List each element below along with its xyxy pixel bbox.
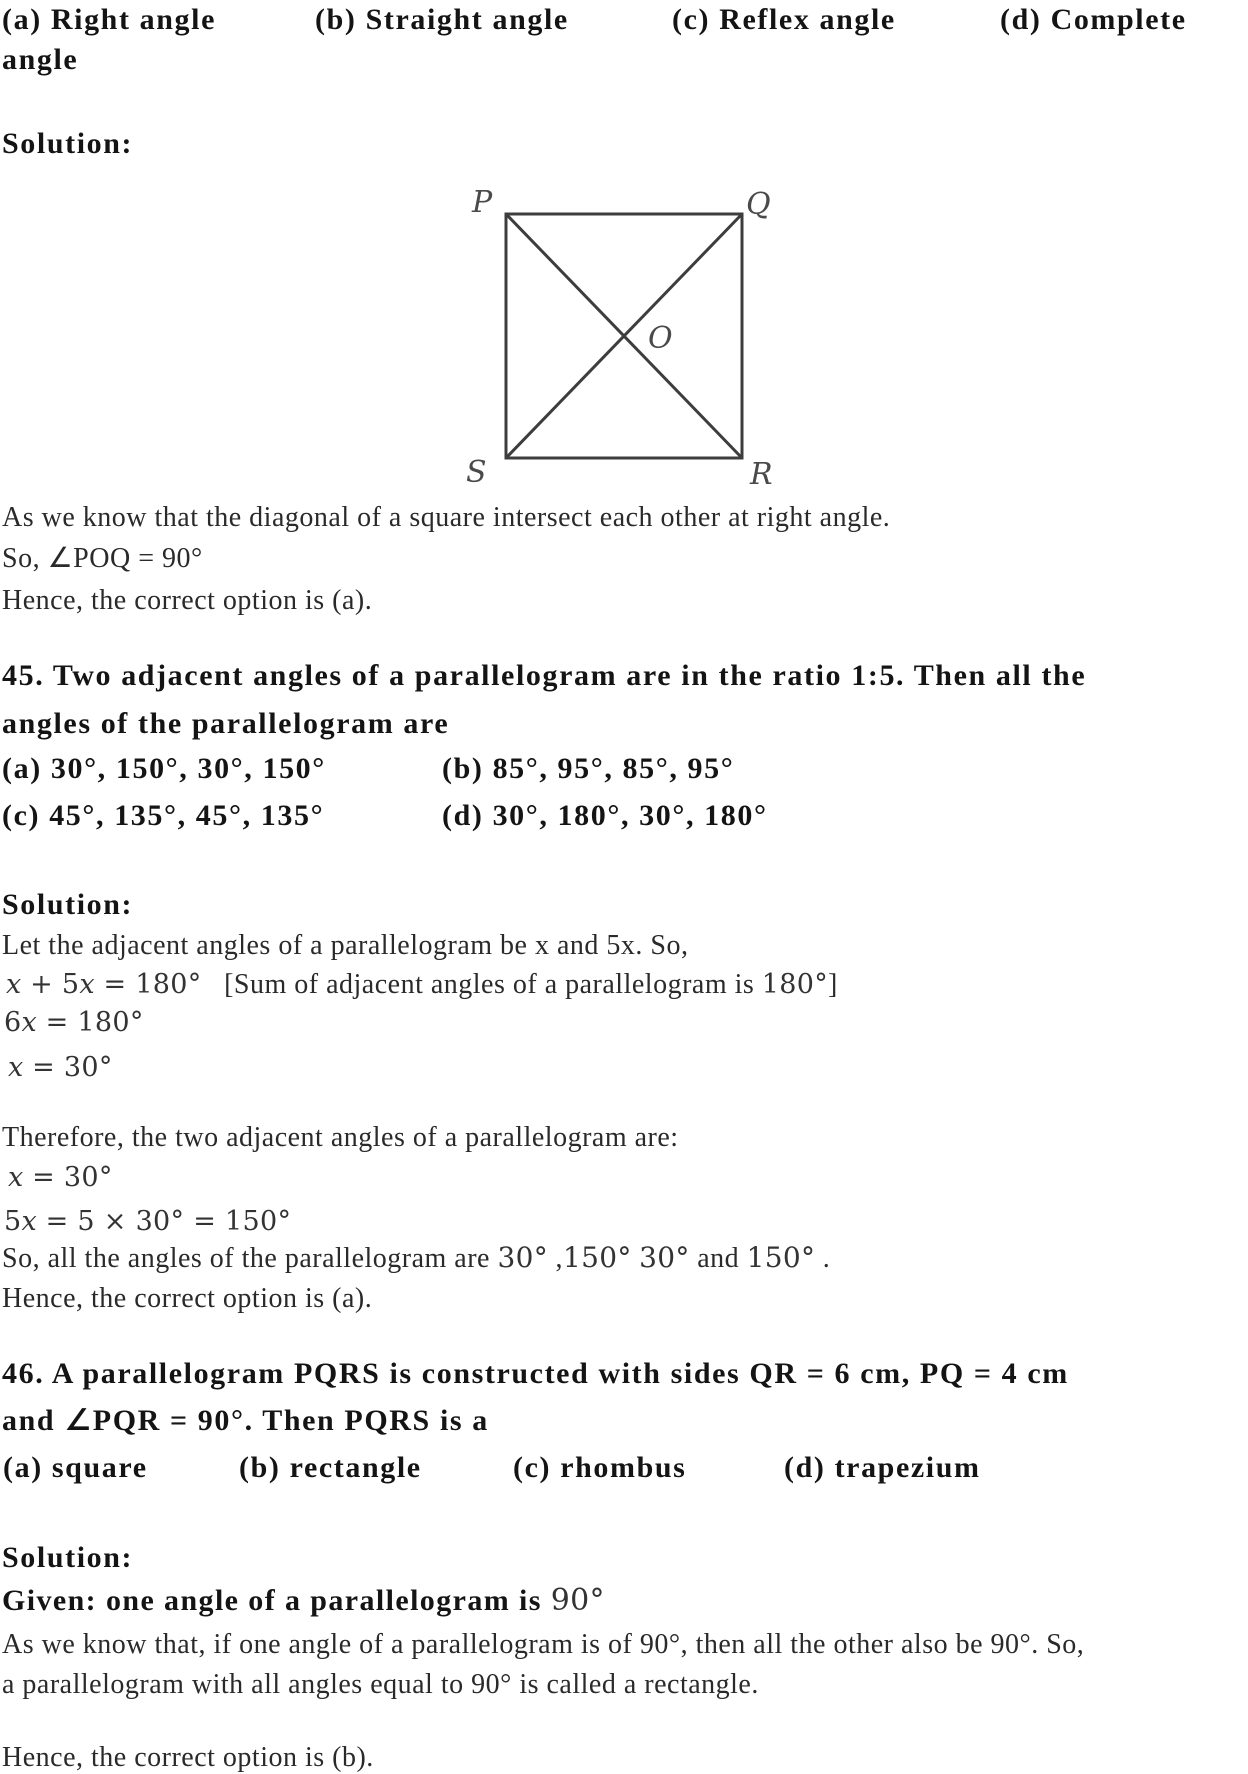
- vertex-label-r: R: [750, 457, 773, 492]
- q46-option-b: (b) rectangle: [239, 1451, 422, 1484]
- center-label-o: O: [648, 321, 673, 356]
- solution-44-heading: Solution:: [2, 127, 134, 160]
- q45-option-d: (d) 30°, 180°, 30°, 180°: [442, 799, 768, 832]
- figure-square-pqrs: [420, 172, 820, 492]
- solution-45-intro: Let the adjacent angles of a parallelogram be x and 5x. So,: [2, 930, 689, 961]
- equation-x-30: x = 30°: [8, 1052, 113, 1083]
- solution-46-line-1: As we know that, if one angle of a parallelogram is of 90°, then all the other also be 90°. So,: [2, 1629, 1085, 1660]
- solution-45-heading: Solution:: [2, 888, 134, 921]
- question-45-line-1: 45. Two adjacent angles of a parallelogram are in the ratio 1:5. Then all the: [2, 659, 1087, 692]
- solution-44-line-1: As we know that the diagonal of a square intersect each other at right angle.: [2, 502, 891, 533]
- q45-option-c: (c) 45°, 135°, 45°, 135°: [2, 799, 325, 832]
- q46-option-c: (c) rhombus: [513, 1451, 687, 1484]
- solution-44-line-2: So, ∠POQ = 90°: [2, 543, 203, 574]
- q46-option-a: (a) square: [3, 1451, 148, 1484]
- solution-45-therefore: Therefore, the two adjacent angles of a parallelogram are:: [2, 1122, 679, 1153]
- equation-5x-150: 5x = 5 × 30° = 150°: [4, 1206, 292, 1237]
- q45-option-a: (a) 30°, 150°, 30°, 150°: [2, 752, 326, 785]
- solution-45-hence: Hence, the correct option is (a).: [2, 1283, 373, 1314]
- q45-option-b: (b) 85°, 95°, 85°, 95°: [442, 752, 735, 785]
- q46-option-d: (d) trapezium: [784, 1451, 981, 1484]
- equation-x-plus-5x: x + 5x = 180° [Sum of adjacent angles of a parallelogram is 180°]: [6, 969, 838, 1000]
- solution-46-given: Given: one angle of a parallelogram is 90°: [2, 1583, 605, 1618]
- solution-45-conclusion: So, all the angles of the parallelogram are 30° ,150° 30° and 150° .: [2, 1241, 831, 1274]
- vertex-label-q: Q: [746, 187, 771, 222]
- q44-option-b: (b) Straight angle: [315, 3, 569, 36]
- equation-6x: 6x = 180°: [4, 1007, 144, 1038]
- q44-option-d-wrap: angle: [2, 43, 79, 76]
- q44-option-c: (c) Reflex angle: [672, 3, 896, 36]
- vertex-label-s: S: [466, 455, 487, 490]
- q44-option-a: (a) Right angle: [2, 3, 216, 36]
- solution-46-line-2: a parallelogram with all angles equal to 90° is called a rectangle.: [2, 1669, 759, 1700]
- question-45-line-2: angles of the parallelogram are: [2, 707, 450, 740]
- solution-44-line-3: Hence, the correct option is (a).: [2, 585, 373, 616]
- vertex-label-p: P: [472, 185, 493, 220]
- q44-option-d: (d) Complete: [1000, 3, 1187, 36]
- solution-46-heading: Solution:: [2, 1541, 134, 1574]
- equation-x-30-repeat: x = 30°: [8, 1162, 113, 1193]
- question-46-line-2: and ∠PQR = 90°. Then PQRS is a: [2, 1404, 489, 1437]
- solution-46-hence: Hence, the correct option is (b).: [2, 1742, 374, 1773]
- question-46-line-1: 46. A parallelogram PQRS is constructed with sides QR = 6 cm, PQ = 4 cm: [2, 1357, 1069, 1390]
